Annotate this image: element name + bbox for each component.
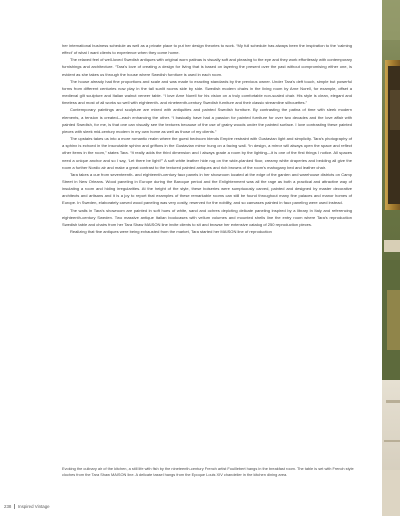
body-paragraph-2: The relaxed feel of well-loved Swedish antiques with original worn patinas is visually soft and pleasing to the eye and they work effortlessly with contemporary furnishings and architecture. “Tara’s love of creating a design for living that is based on layering the present over the past without compromising either one, is evident as she takes us through the house where Swedish furniture is used in each room.: [62, 57, 353, 77]
folio-divider: [14, 504, 15, 509]
photo-caption: Evoking the culinary air of the kitchen, a still life with fish by the nineteenth-century French artist Fouillebert hangs in the breakfast room. The table is set with French style cloches from the Tara Shaw MAISON line. A delicate tassel hangs from the Epoque Louis XIV chandelier in the kitchen dining area.: [62, 466, 354, 478]
folio: [4, 504, 50, 509]
kitchen-photo-image: [382, 0, 400, 516]
page-number: 238: [4, 504, 12, 509]
body-paragraph-7: The walls in Tara’s showroom are painted in soft hues of white, sand and ochres depicting delicate paneling inspired by a library in Italy and referencing eighteenth-century Sweden. Two massive antique Italian bookcases with vellum volumes and mounted shells line the entry room where Tara’s reproduction Swedish table and chairs from her Tara Shaw MAISON line invite clients to sit and browse her extensive catalog of 250 reproduction pieces.: [62, 207, 352, 227]
body-paragraph-4: Contemporary paintings and sculpture are mixed with antiquities and painted Swedish furniture. By contrasting the patina of time with sleek modern elements, a tension is created—each enhancing the other. “I basically have had a passion for painted furniture for over two decades and the love affair with painted Swedish, for me, is that one can visually see the textures because of the use of grainy woods under the painted surface. I love contrasting these painted pieces with sleek mid-century modern in my own home as well as those of my clients.”: [62, 107, 352, 134]
body-paragraph-6: Tara takes a cue from seventeenth- and eighteenth-century faux panels in her showroom located at the edge of the garden and warehouse districts on Camp Street in New Orleans. Wood paneling in Europe during the Baroque period and the Enlightenment was all the rage as both a practical and attractive way of insulating a room and hiding irregularities. At the height of the style, these boiseries were sumptuously carved, painted and designed by master decorative architects and artisans and it is a joy to report that examples of these remarkable rooms can still be found throughout many fine palaces and manor homes of Europe. In Sweden, elaborately carved wood paneling was very costly, reserved for the nobility, and so canvases painted in faux paneling were used instead.: [62, 171, 352, 206]
kitchen-photo-edge: [382, 0, 400, 516]
body-paragraph-3: The house already had fine proportions and scale and was made to exacting standards by the previous owner. Under Tara’s deft touch, simple but powerful forms from different centuries now play in the tall sunlit rooms side by side. Swedish modern chairs in the living room by Arne Norell, for example, offset a medieval gilt sculpture and Italian walnut veneer table. “I love Arne Norell for his vision on a truly comfortable non-scaled chair. His style is clean, elegant and timeless and most of all works so well with eighteenth- and nineteenth-century Swedish furniture and their classic streamline silhouettes.”: [62, 78, 352, 106]
body-paragraph-5: The upstairs takes us into a more romantic realm where the guest bedroom blends Empire restraint with Gustavian light and simplicity. Tara’s photography of a sphinx is echoed in the inscrutable sphinx and griffons in the Gustavian mirror hung on a facing wall. “In design, a mirror will always open the space and reflect other items in the room,” states Tara. “It really adds the third dimension and I always grade a room by the lighting—it is one of the first things I notice. All spaces need a unique anchor and so I say, ‘Let there be light!’” A soft white leather hide rug on the wide-planked floor, creamy white draperies and bedding all give the room a further Nordic air and make a great contrast to the textured painted antiques and rich browns of the room’s mahogany bed and leather chair.: [62, 136, 352, 170]
body-paragraph-1: her international business schedule as well as a private place to put her design theories to work. “My full schedule has always been the inspiration to the ‘calming effect’ of what I want clients to experience when they come home.: [62, 43, 352, 56]
book-title: Inspired Vintage: [17, 504, 50, 509]
body-text: [62, 42, 352, 235]
body-paragraph-8: Realizing that fine antiques were being exhausted from the market, Tara started her MAISON line of reproduction: [70, 229, 272, 235]
